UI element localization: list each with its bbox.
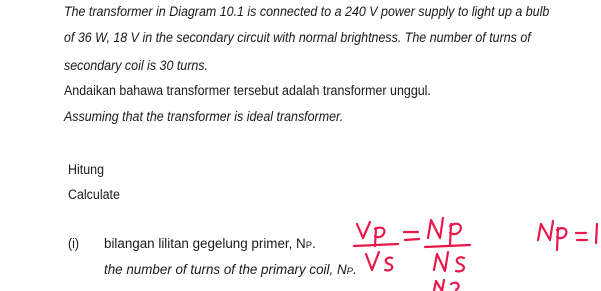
ink-N-below (434, 280, 444, 291)
ink-digit-right (596, 224, 597, 243)
ink-fraction-bar-left (354, 244, 398, 246)
ink-p-top (375, 228, 384, 246)
question-malay-text: bilangan lilitan gegelung primer, N (104, 236, 306, 251)
ink-V-top (357, 222, 370, 238)
ink-N-top (428, 218, 443, 238)
ink-equals-bottom (405, 239, 419, 240)
assumption-english: Assuming that the transformer is ideal transformer. (64, 109, 344, 124)
ink-p-right (557, 228, 566, 250)
ink-fraction-bar-right (425, 245, 470, 247)
question-number: (i) (68, 236, 80, 251)
problem-text-line-2: of 36 W, 18 V in the secondary circuit with normal brightness. The number of turns of (64, 30, 531, 45)
ink-p-top-right (450, 224, 461, 246)
question-english-end: . (352, 262, 357, 277)
ink-p-below (451, 283, 459, 290)
question-malay (104, 236, 316, 254)
ink-s-bottom-right (456, 257, 464, 271)
question-malay-subscript: P (305, 240, 313, 251)
ink-V-bottom (366, 252, 379, 270)
instruction-malay: Hitung (68, 162, 105, 177)
question-malay-end: . (312, 236, 316, 251)
ink-N-bottom (434, 252, 448, 271)
question-english (104, 262, 357, 280)
ink-N-right (538, 221, 553, 240)
question-english-text: the number of turns of the primary coil, N (104, 262, 347, 277)
problem-text-line-3: secondary coil is 30 turns. (64, 58, 208, 73)
instruction-english: Calculate (68, 187, 120, 202)
ink-s-bottom (385, 258, 392, 271)
assumption-malay: Andaikan bahawa transformer tersebut adalah transformer unggul. (64, 83, 431, 98)
problem-text-line-1: The transformer in Diagram 10.1 is connected to a 240 V power supply to light up a bulb (64, 4, 550, 19)
question-english-subscript: P (346, 266, 353, 277)
